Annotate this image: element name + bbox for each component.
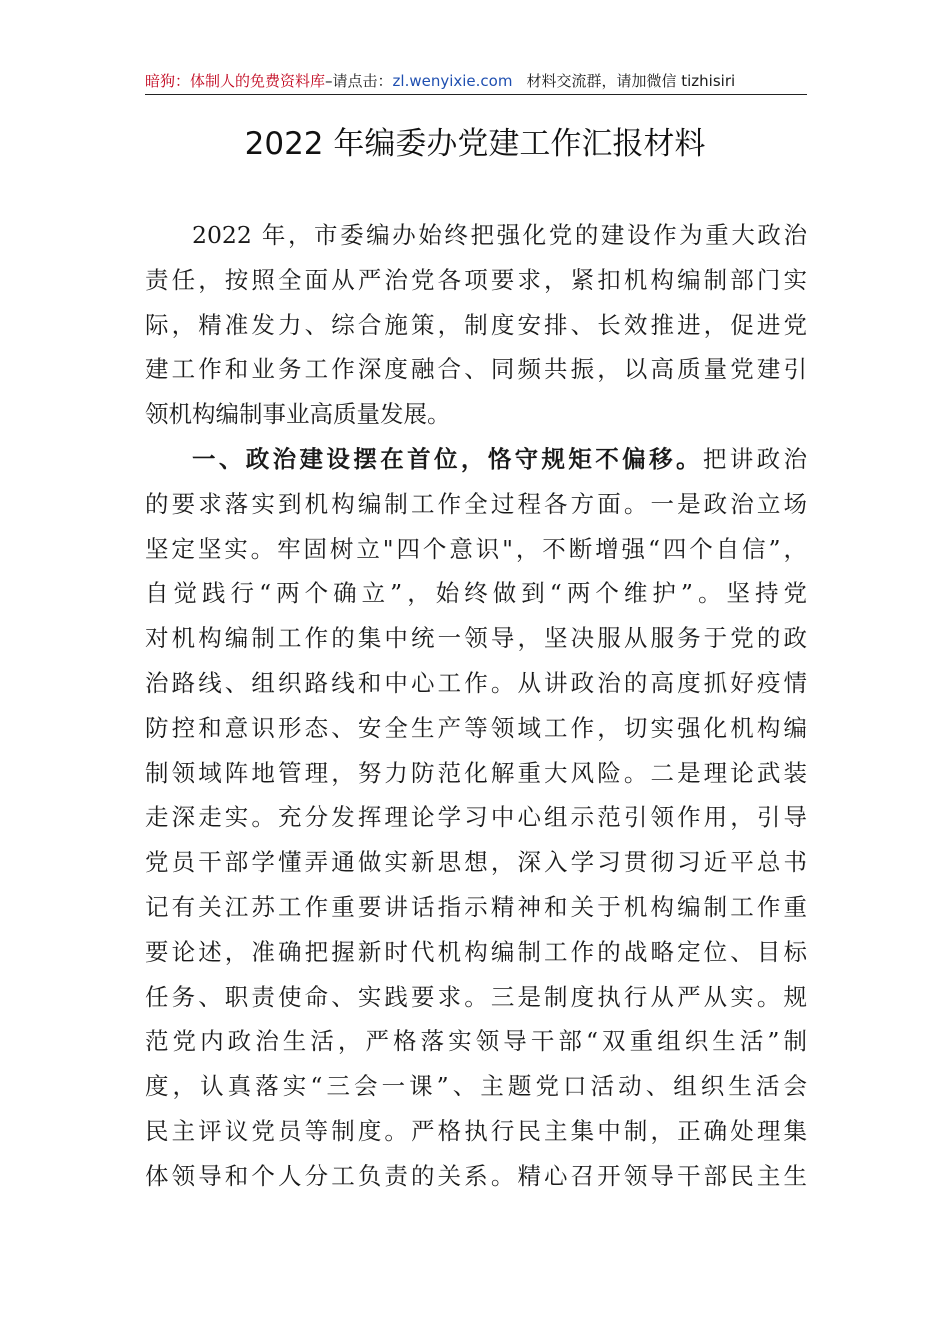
document-title: 2022 年编委办党建工作汇报材料	[244, 126, 706, 162]
paragraph-line: 任务、职责使命、实践要求。三是制度执行从严从实。规	[145, 982, 807, 1011]
page-header	[145, 70, 807, 95]
paragraph-line: 领机构编制事业高质量发展。	[145, 400, 451, 429]
paragraph-line: 对机构编制工作的集中统一领导，坚决服从服务于党的政	[145, 624, 807, 653]
paragraph-line: 责任，按照全面从严治党各项要求，紧扣机构编制部门实	[145, 265, 807, 294]
paragraph-line: 要论述，准确把握新时代机构编制工作的战略定位、目标	[145, 937, 807, 966]
paragraph-line: 度，认真落实“三会一课”、主题党口活动、组织生活会	[145, 1072, 807, 1101]
paragraph-line: 记有关江苏工作重要讲话指示精神和关于机构编制工作重	[145, 892, 807, 921]
paragraph-line: 际，精准发力、综合施策，制度安排、长效推进，促进党	[145, 310, 807, 339]
document-body	[145, 213, 807, 1199]
header-click-prompt: –请点击：	[325, 72, 393, 90]
paragraph-line: 体领导和个人分工负责的关系。精心召开领导干部民主生	[145, 1161, 807, 1190]
paragraph-line: 建工作和业务工作深度融合、同频共振，以高质量党建引	[145, 355, 807, 384]
paragraph-line: 2022 年，市委编办始终把强化党的建设作为重大政治	[192, 221, 807, 249]
paragraph-line: 的要求落实到机构编制工作全过程各方面。一是政治立场	[145, 489, 807, 518]
header-contact: 材料交流群，请加微信 tizhisiri	[526, 72, 736, 90]
paragraph-line: 制领域阵地管理，努力防范化解重大风险。二是理论武装	[145, 758, 807, 787]
paragraph-line: 防控和意识形态、安全生产等领域工作，切实强化机构编	[145, 713, 807, 742]
header-source: 暗狗：体制人的免费资料库	[145, 72, 326, 90]
section-heading-rest: 把讲政治	[702, 444, 807, 473]
paragraph-line: 坚定坚实。牢固树立"四个意识"，不断增强“四个自信”，	[145, 534, 807, 563]
header-site-link[interactable]: zl.wenyixie.com	[392, 72, 513, 90]
paragraph-line: 治路线、组织路线和中心工作。从讲政治的高度抓好疫情	[145, 668, 807, 697]
paragraph-line: 走深走实。充分发挥理论学习中心组示范引领作用，引导	[145, 803, 807, 832]
paragraph-line: 自觉践行“两个确立”，始终做到“两个维护”。坚持党	[145, 579, 807, 608]
section-heading: 一、政治建设摆在首位，恪守规矩不偏移。	[192, 444, 703, 473]
paragraph-line: 党员干部学懂弄通做实新思想，深入学习贯彻习近平总书	[145, 848, 807, 877]
paragraph-line: 范党内政治生活，严格落实领导干部“双重组织生活”制	[145, 1027, 807, 1056]
section-heading-line	[145, 437, 807, 482]
paragraph-line: 民主评议党员等制度。严格执行民主集中制，正确处理集	[145, 1116, 807, 1145]
